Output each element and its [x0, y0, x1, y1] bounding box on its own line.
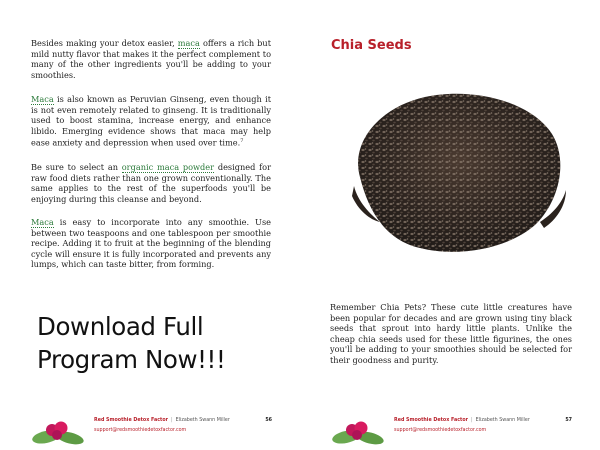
footer-author: Elizabeth Swann Miller	[475, 418, 530, 423]
footer-author: Elizabeth Swann Miller	[175, 418, 230, 423]
keyword-link[interactable]: Maca	[31, 94, 54, 104]
footnote-ref: 7	[240, 138, 244, 145]
left-footer	[0, 413, 300, 443]
raspberry-leaf-icon	[328, 417, 386, 447]
raspberry-leaf-icon	[28, 417, 86, 447]
right-footer	[300, 413, 600, 443]
paragraph-organic-maca	[31, 162, 271, 204]
chia-seeds-image	[340, 82, 570, 262]
footer-email-link[interactable]: support@redsmoothiedetoxfactor.com	[94, 428, 187, 433]
paragraph-maca-usage	[31, 217, 271, 270]
footer-email-link[interactable]: support@redsmoothiedetoxfactor.com	[394, 428, 487, 433]
paragraph-maca-ginseng	[31, 94, 271, 149]
paragraph-maca-intro	[31, 38, 271, 80]
text: Besides making your detox easier,	[31, 38, 178, 48]
footer-brand: Red Smoothie Detox Factor	[94, 418, 168, 423]
page-number: 57	[565, 418, 572, 423]
text: is easy to incorporate into any smoothie. Use between two teaspoons and one tablespoon per smoothie recipe. Adding it to fruit at the beginning of the blending cycle will ensure it is fully incorporated and prevents any lumps, which can taste bitter, from forming.	[31, 217, 271, 270]
download-cta[interactable]: Download Full Program Now!!!	[37, 312, 226, 374]
keyword-link[interactable]: organic maca powder	[121, 162, 215, 172]
section-title: Chia Seeds	[331, 38, 412, 53]
footer-brand: Red Smoothie Detox Factor	[394, 418, 468, 423]
keyword-link[interactable]: maca	[177, 38, 200, 48]
footer-credit: Red Smoothie Detox Factor | Elizabeth Swann Miller 57	[394, 418, 572, 423]
text: is also known as Peruvian Ginseng, even though it is not even remotely related to ginseng. It is traditionally used to boost stamina, increase energy, and enhance libido. Emerging evidence shows that maca may help ease anxiety and depression when used over time.	[31, 94, 271, 149]
footer-credit: Red Smoothie Detox Factor | Elizabeth Swann Miller 56	[94, 418, 272, 423]
text: Be sure to select an	[31, 162, 122, 172]
text: offers a rich but mild nutty flavor that makes it the perfect complement to many of the other ingredients you'll be adding to your smoothies.	[31, 38, 271, 80]
paragraph-chia-intro: Remember Chia Pets? These cute little creatures have been popular for decades and are grown using tiny black seeds that sprout into hardy little plants. Unlike the cheap chia seeds used for these little figurines, the ones you'll be adding to your smoothies should be selected for their goodness and purity.	[330, 302, 572, 365]
page-number: 56	[265, 418, 272, 423]
keyword-link[interactable]: Maca	[31, 217, 54, 227]
right-page	[300, 0, 600, 450]
text: designed for raw food diets rather than one grown conventionally. The same applies to the rest of the superfoods you'll be enjoying during this cleanse and beyond.	[31, 162, 271, 204]
